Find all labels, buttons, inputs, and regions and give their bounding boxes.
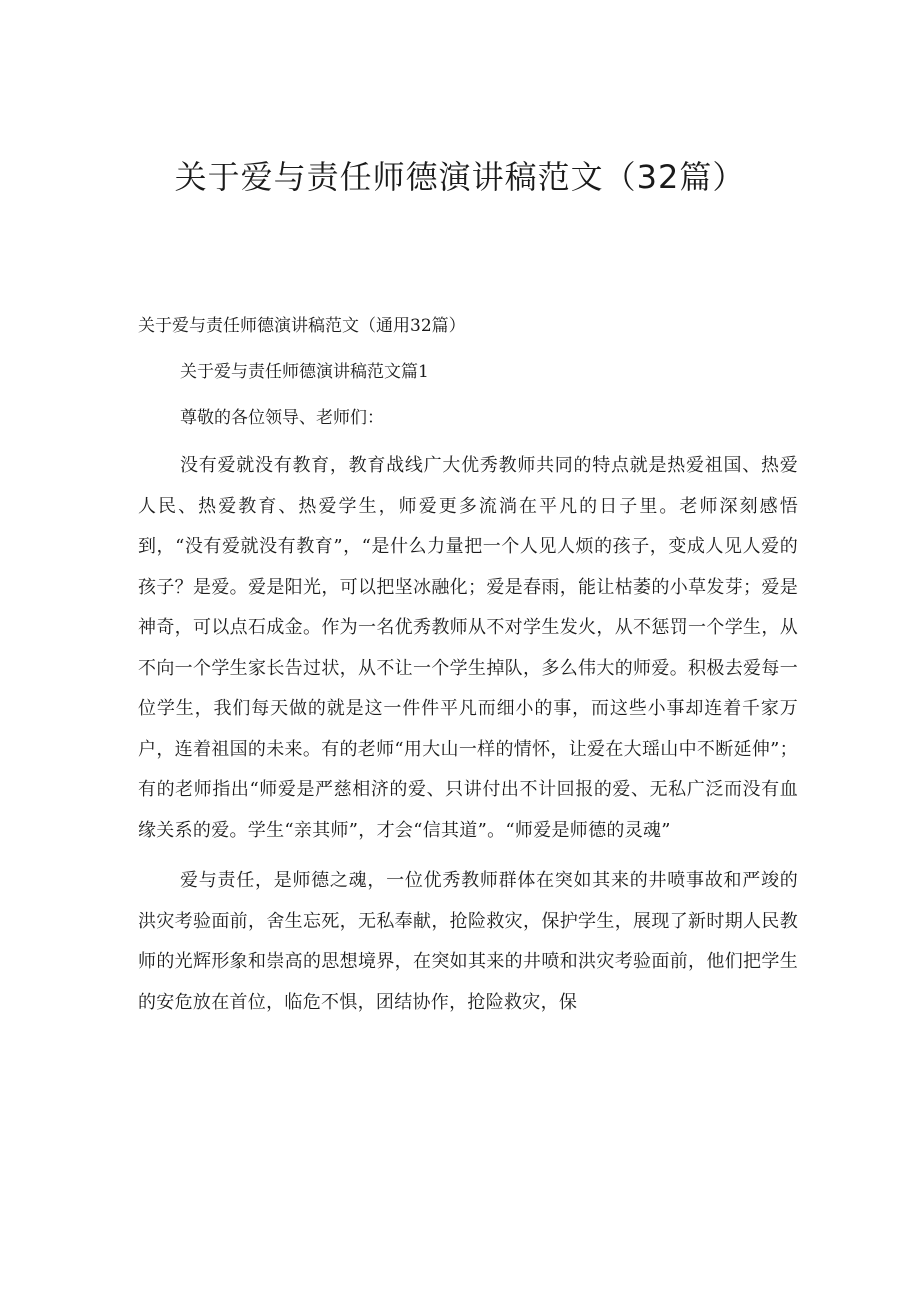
section-heading: 关于爱与责任师德演讲稿范文篇1 <box>180 362 429 382</box>
paragraph-2: 爱与责任，是师德之魂，一位优秀教师群体在突如其来的井喷事故和严竣的洪灾考验面前，舍生忘死，无私奉献，抢险救灾，保护学生，展现了新时期人民教师的光辉形象和崇高的思想境界，在突如其来的井喷和洪灾考验面前，他们把学生的安危放在首位，临危不惧，团结协作，抢险救灾，保 <box>138 870 798 1013</box>
document-title: 关于爱与责任师德演讲稿范文（32篇） <box>174 158 746 196</box>
salutation: 尊敬的各位领导、老师们： <box>180 408 384 428</box>
paragraph-1: 没有爱就没有教育，教育战线广大优秀教师共同的特点就是热爱祖国、热爱人民、热爱教育、热爱学生，师爱更多流淌在平凡的日子里。老师深刻感悟到，“没有爱就没有教育”，“是什么力量把一个人见人烦的孩子，变成人见人爱的孩子？是爱。爱是阳光，可以把坚冰融化；爱是春雨，能让枯萎的小草发芽；爱是神奇，可以点石成金。作为一名优秀教师从不对学生发火，从不惩罚一个学生，从不向一个学生家长告过状，从不让一个学生掉队，多么伟大的师爱。积极去爱每一位学生，我们每天做的就是这一件件平凡而细小的事，而这些小事却连着千家万户，连着祖国的未来。有的老师“用大山一样的情怀，让爱在大瑶山中不断延伸”；有的老师指出“师爱是严慈相济的爱、只讲付出不计回报的爱、无私广泛而没有血缘关系的爱。学生“亲其师”，才会“信其道”。“师爱是师德的灵魂” <box>138 455 798 841</box>
document-subtitle: 关于爱与责任师德演讲稿范文（通用32篇） <box>138 316 466 336</box>
document-body <box>138 308 798 1023</box>
